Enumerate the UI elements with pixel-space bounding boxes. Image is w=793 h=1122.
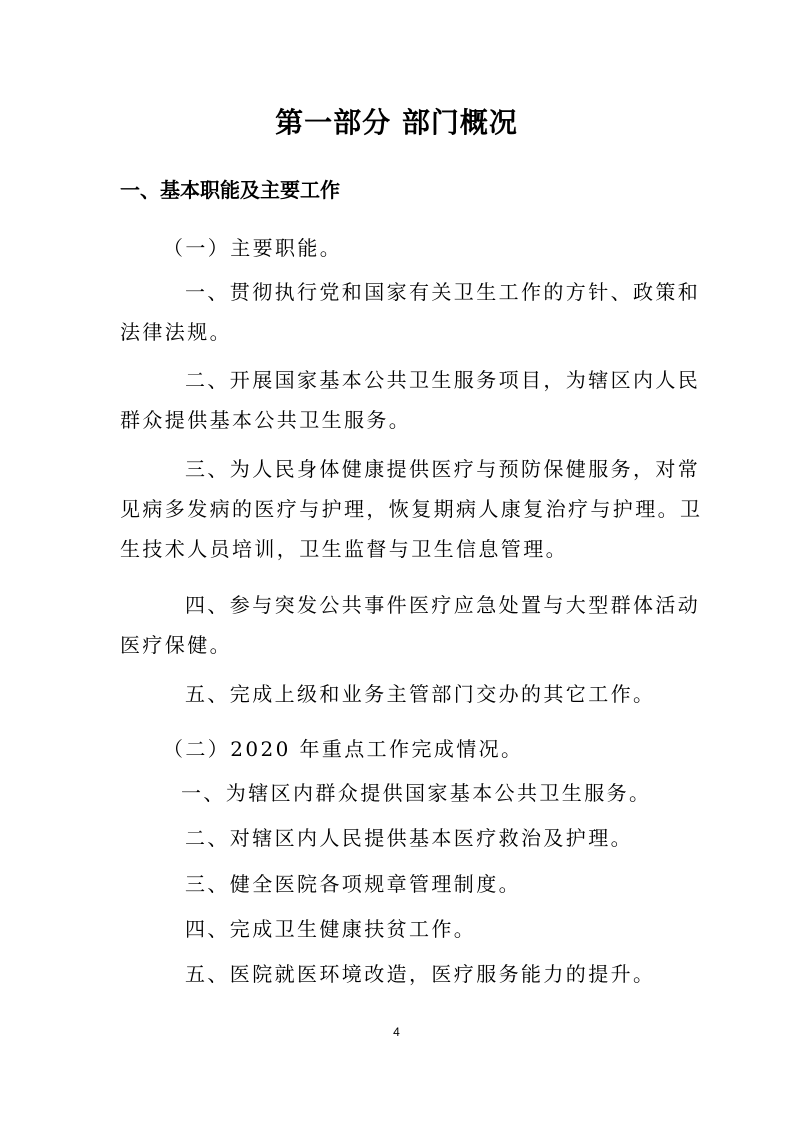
function-item-4-line-2: 医疗保健。 — [120, 633, 232, 657]
function-item-5-line-1: 五、完成上级和业务主管部门交办的其它工作。 — [185, 682, 656, 706]
subsection-heading-functions: （一）主要职能。 — [163, 236, 343, 260]
work-item-2: 二、对辖区内人民提供基本医疗救治及护理。 — [185, 826, 633, 850]
work-item-4: 四、完成卫生健康扶贫工作。 — [185, 917, 477, 941]
function-item-2-line-2: 群众提供基本公共卫生服务。 — [120, 408, 412, 432]
function-item-4-line-1: 四、参与突发公共事件医疗应急处置与大型群体活动 — [185, 593, 701, 617]
work-item-5: 五、医院就医环境改造，医疗服务能力的提升。 — [185, 962, 656, 986]
work-item-1: 一、为辖区内群众提供国家基本公共卫生服务。 — [181, 781, 652, 805]
function-item-1-line-2: 法律法规。 — [120, 320, 232, 344]
function-item-1-line-1: 一、贯彻执行党和国家有关卫生工作的方针、政策和 — [185, 280, 701, 304]
work-item-3: 三、健全医院各项规章管理制度。 — [185, 872, 521, 896]
function-item-3-line-3: 生技术人员培训，卫生监督与卫生信息管理。 — [120, 537, 568, 561]
section-heading: 一、基本职能及主要工作 — [120, 178, 340, 202]
function-item-2-line-1: 二、开展国家基本公共卫生服务项目，为辖区内人民 — [185, 368, 701, 392]
function-item-3-line-2: 见病多发病的医疗与护理，恢复期病人康复治疗与护理。卫 — [120, 497, 703, 521]
subsection-heading-work: （二）2020 年重点工作完成情况。 — [163, 737, 524, 761]
page-number: 4 — [393, 1025, 400, 1039]
function-item-3-line-1: 三、为人民身体健康提供医疗与预防保健服务，对常 — [185, 457, 701, 481]
document-title: 第一部分 部门概况 — [275, 106, 518, 139]
